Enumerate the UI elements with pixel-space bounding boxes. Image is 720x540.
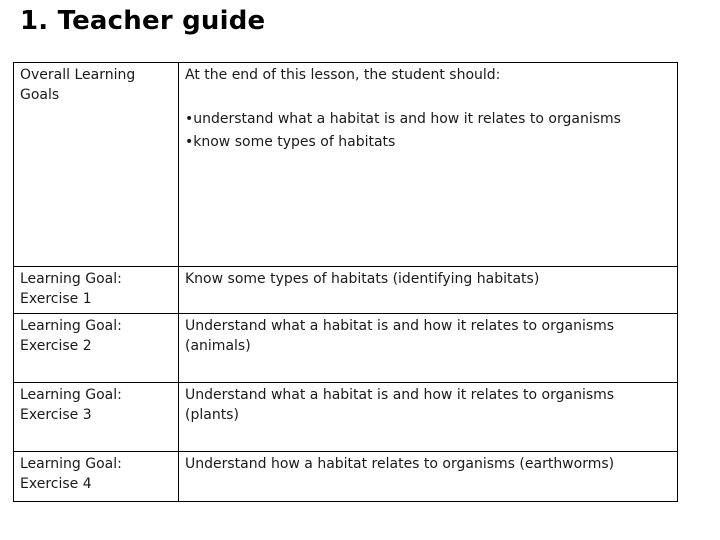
table-row-exercise-3 bbox=[14, 383, 678, 452]
table-row-overall-goals bbox=[14, 63, 678, 267]
overall-goal-text: understand what a habitat is and how it relates to organisms bbox=[193, 111, 621, 127]
overall-goals-label: Overall Learning Goals bbox=[14, 63, 179, 267]
overall-goal-text: know some types of habitats bbox=[193, 134, 396, 150]
bullet-icon: • bbox=[185, 134, 194, 150]
exercise-label-line1: Learning Goal: bbox=[20, 387, 122, 403]
page-title: 1. Teacher guide bbox=[20, 6, 266, 36]
exercise-label bbox=[14, 314, 179, 383]
table-row-exercise-2 bbox=[14, 314, 678, 383]
exercise-label-line1: Learning Goal: bbox=[20, 271, 122, 287]
exercise-label bbox=[14, 383, 179, 452]
exercise-label-line2: Exercise 4 bbox=[20, 476, 92, 492]
table-row-exercise-1 bbox=[14, 267, 678, 314]
teacher-guide-table bbox=[13, 62, 678, 502]
overall-goals-list bbox=[185, 108, 671, 154]
overall-goals-intro: At the end of this lesson, the student should: bbox=[185, 67, 501, 83]
exercise-label-line2: Exercise 3 bbox=[20, 407, 92, 423]
overall-goal-item bbox=[185, 131, 671, 154]
exercise-goal: Understand what a habitat is and how it relates to organisms (animals) bbox=[179, 314, 678, 383]
bullet-icon: • bbox=[185, 111, 194, 127]
exercise-label-line2: Exercise 1 bbox=[20, 291, 92, 307]
table-row-exercise-4 bbox=[14, 452, 678, 502]
exercise-goal: Know some types of habitats (identifying habitats) bbox=[179, 267, 678, 314]
exercise-label-line1: Learning Goal: bbox=[20, 318, 122, 334]
exercise-goal: Understand how a habitat relates to organisms (earthworms) bbox=[179, 452, 678, 502]
exercise-label-line2: Exercise 2 bbox=[20, 338, 92, 354]
exercise-goal: Understand what a habitat is and how it relates to organisms (plants) bbox=[179, 383, 678, 452]
overall-goal-item bbox=[185, 108, 671, 131]
exercise-label bbox=[14, 452, 179, 502]
exercise-label-line1: Learning Goal: bbox=[20, 456, 122, 472]
overall-goals-content bbox=[179, 63, 678, 267]
exercise-label bbox=[14, 267, 179, 314]
